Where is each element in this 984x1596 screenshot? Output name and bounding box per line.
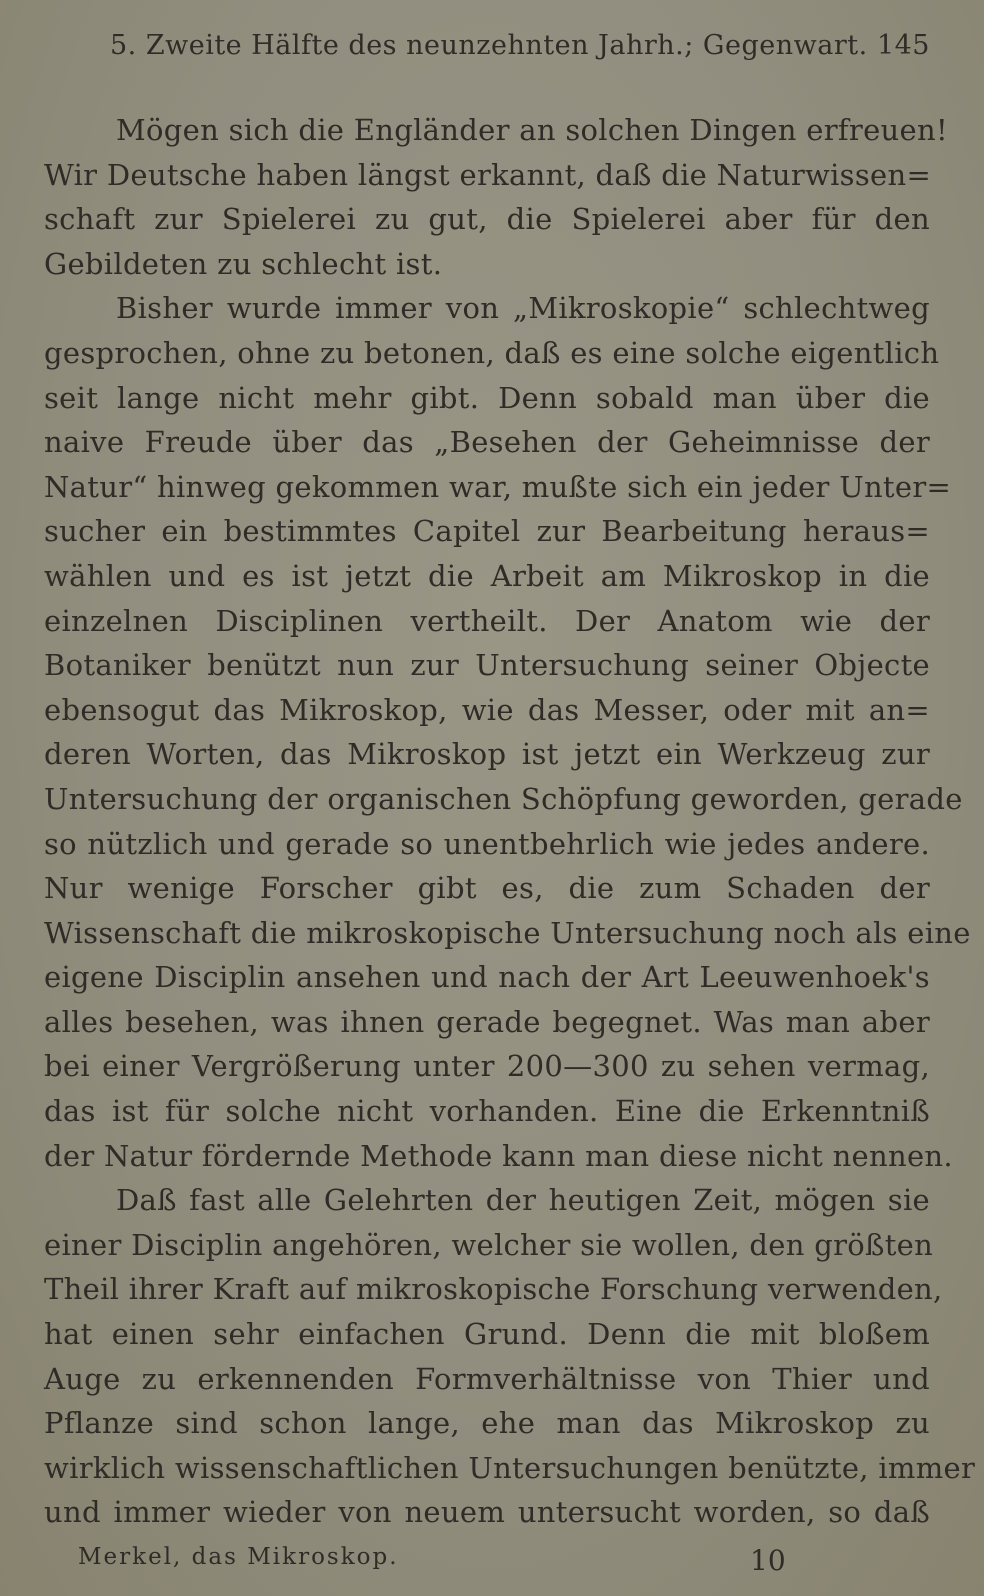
text-line: wirklich wissenschaftlichen Untersuchungen benützte, immer bbox=[44, 1450, 976, 1485]
text-line: das ist für solche nicht vorhanden. Eine die Erkenntniß bbox=[44, 1094, 930, 1129]
text-line: und immer wieder von neuem untersucht worden, so daß bbox=[44, 1495, 930, 1530]
text-line: Mögen sich die Engländer an solchen Dingen erfreuen! bbox=[116, 113, 948, 147]
text-line: hat einen sehr einfachen Grund. Denn die mit bloßem bbox=[44, 1317, 930, 1352]
text-line: deren Worten, das Mikroskop ist jetzt ein Werkzeug zur bbox=[44, 737, 930, 772]
text-line: Auge zu erkennenden Formverhältnisse von Thier und bbox=[44, 1361, 930, 1396]
text-line: sucher ein bestimmtes Capitel zur Bearbeitung heraus= bbox=[44, 514, 930, 549]
text-line: Bisher wurde immer von „Mikroskopie“ schlechtweg bbox=[116, 291, 930, 326]
page-footer bbox=[78, 1544, 798, 1580]
text-line: Untersuchung der organischen Schöpfung geworden, gerade bbox=[44, 781, 963, 816]
text-line: Nur wenige Forscher gibt es, die zum Schaden der bbox=[44, 871, 930, 906]
body-text bbox=[44, 108, 976, 1535]
printer-signature: Merkel, das Mikroskop. bbox=[78, 1544, 399, 1570]
signature-number: 10 bbox=[750, 1544, 786, 1577]
page-number: 145 bbox=[876, 30, 930, 61]
text-line: bei einer Vergrößerung unter 200—300 zu sehen vermag, bbox=[44, 1049, 930, 1084]
text-line: Daß fast alle Gelehrten der heutigen Zeit, mögen sie bbox=[116, 1183, 930, 1218]
text-line: wählen und es ist jetzt die Arbeit am Mikroskop in die bbox=[44, 558, 930, 593]
text-line: Gebildeten zu schlecht ist. bbox=[44, 246, 443, 281]
running-title: 5. Zweite Hälfte des neunzehnten Jahrh.; Gegenwart. bbox=[110, 30, 868, 61]
text-line: Wir Deutsche haben längst erkannt, daß die Naturwissen= bbox=[44, 157, 932, 192]
running-header bbox=[110, 30, 930, 70]
text-line: Natur“ hinweg gekommen war, mußte sich ein jeder Unter= bbox=[44, 469, 952, 504]
text-line: Theil ihrer Kraft auf mikroskopische Forschung verwenden, bbox=[44, 1272, 943, 1307]
text-line: eigene Disciplin ansehen und nach der Art Leeuwenhoek's bbox=[44, 960, 930, 995]
text-line: ebensogut das Mikroskop, wie das Messer, oder mit an= bbox=[44, 692, 930, 727]
text-line: Pflanze sind schon lange, ehe man das Mikroskop zu bbox=[44, 1406, 930, 1441]
text-line: so nützlich und gerade so unentbehrlich wie jedes andere. bbox=[44, 826, 930, 861]
text-line: alles besehen, was ihnen gerade begegnet. Was man aber bbox=[44, 1004, 930, 1039]
text-line: naive Freude über das „Besehen der Geheimnisse der bbox=[44, 425, 930, 460]
text-line: einer Disciplin angehören, welcher sie wollen, den größten bbox=[44, 1227, 934, 1262]
text-line: einzelnen Disciplinen vertheilt. Der Anatom wie der bbox=[44, 603, 930, 638]
text-line: schaft zur Spielerei zu gut, die Spielerei aber für den bbox=[44, 202, 930, 237]
text-line: gesprochen, ohne zu betonen, daß es eine solche eigentlich bbox=[44, 335, 940, 370]
text-line: der Natur fördernde Methode kann man diese nicht nennen. bbox=[44, 1138, 953, 1173]
text-line: seit lange nicht mehr gibt. Denn sobald man über die bbox=[44, 380, 930, 415]
text-line: Wissenschaft die mikroskopische Untersuchung noch als eine bbox=[44, 915, 971, 950]
text-line: Botaniker benützt nun zur Untersuchung seiner Objecte bbox=[44, 648, 930, 683]
